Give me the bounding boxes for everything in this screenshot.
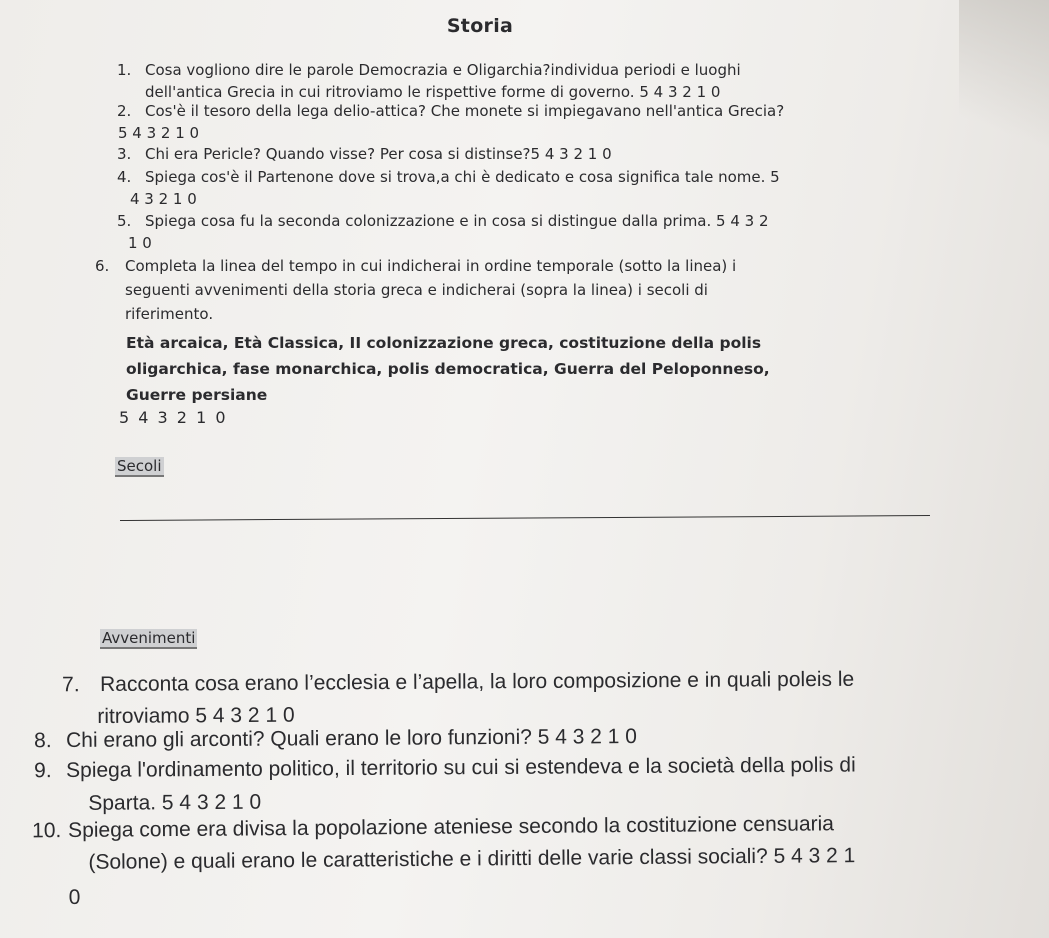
question-number: 9. bbox=[34, 759, 52, 783]
question-text-line: Sparta. 5 4 3 2 1 0 bbox=[88, 790, 262, 815]
question-text-line: Spiega l'ordinamento politico, il territorio su cui si estendeva e la società della polis di bbox=[66, 753, 856, 782]
question-number: 7. bbox=[62, 673, 80, 697]
question-2 bbox=[117, 100, 785, 144]
question-text-line: Chi era Pericle? Quando visse? Per cosa si distinse?5 4 3 2 1 0 bbox=[145, 145, 612, 163]
timeline-line bbox=[120, 515, 930, 521]
question-text-line: Chi erano gli arconti? Quali erano le loro funzioni? 5 4 3 2 1 0 bbox=[66, 725, 638, 752]
question-number: 4. bbox=[117, 168, 132, 186]
question-4 bbox=[117, 166, 780, 210]
question-number: 8. bbox=[34, 729, 52, 753]
question-8 bbox=[34, 722, 638, 755]
question-number: 5. bbox=[117, 212, 132, 230]
question-number: 1. bbox=[117, 61, 132, 79]
events-list bbox=[126, 330, 770, 408]
question-number: 6. bbox=[95, 257, 110, 275]
events-list-line: Età arcaica, Età Classica, II colonizzazione greca, costituzione della polis bbox=[126, 334, 762, 352]
question-score-line: 1 0 bbox=[128, 234, 152, 252]
question-3 bbox=[117, 143, 612, 165]
question-10 bbox=[32, 809, 856, 912]
avvenimenti-label: Avvenimenti bbox=[102, 629, 196, 647]
question-text-line: Completa la linea del tempo in cui indicherai in ordine temporale (sotto la linea) i bbox=[125, 257, 737, 275]
question-text-line: Spiega cos'è il Partenone dove si trova,a chi è dedicato e cosa significa tale nome. 5 bbox=[145, 168, 780, 186]
question-7 bbox=[62, 665, 855, 731]
events-list-line: oligarchica, fase monarchica, polis democratica, Guerra del Peloponneso, bbox=[126, 360, 770, 378]
page-title: Storia bbox=[446, 15, 514, 37]
question-6-score: 5 4 3 2 1 0 bbox=[119, 408, 228, 427]
secoli-label: Secoli bbox=[117, 457, 162, 475]
question-text-line: riferimento. bbox=[125, 305, 214, 323]
events-list-line: Guerre persiane bbox=[126, 386, 268, 404]
question-text-line: dell'antica Grecia in cui ritroviamo le rispettive forme di governo. 5 4 3 2 1 0 bbox=[145, 83, 721, 101]
question-text-line: Spiega come era divisa la popolazione ateniese secondo la costituzione censuaria bbox=[68, 812, 835, 842]
question-text-line: ritroviamo 5 4 3 2 1 0 bbox=[97, 703, 295, 729]
question-score-line: 4 3 2 1 0 bbox=[130, 190, 197, 208]
question-number: 10. bbox=[32, 819, 62, 843]
question-9 bbox=[34, 750, 856, 818]
question-text-line: Cos'è il tesoro della lega delio-attica? Che monete si impiegavano nell'antica Grecia? bbox=[145, 102, 785, 120]
question-text-line: 0 bbox=[68, 885, 81, 909]
question-5 bbox=[117, 210, 769, 254]
question-text-line: (Solone) e quali erano le caratteristiche e i diritti delle varie classi sociali? 5 4 3 2 1 bbox=[88, 844, 856, 874]
question-number: 3. bbox=[117, 145, 132, 163]
question-text-line: seguenti avvenimenti della storia greca e indicherai (sopra la linea) i secoli di bbox=[125, 281, 708, 299]
question-text-line: Racconta cosa erano l’ecclesia e l’apella, la loro composizione e in quali poleis le bbox=[100, 667, 855, 697]
question-text-line: Cosa vogliono dire le parole Democrazia e Oligarchia?individua periodi e luoghi bbox=[145, 61, 741, 79]
question-1 bbox=[117, 59, 741, 103]
question-number: 2. bbox=[117, 102, 132, 120]
question-6 bbox=[95, 254, 737, 326]
question-score-line: 5 4 3 2 1 0 bbox=[118, 124, 200, 142]
question-text-line: Spiega cosa fu la seconda colonizzazione e in cosa si distingue dalla prima. 5 4 3 2 bbox=[145, 212, 769, 230]
paper-shadow bbox=[959, 0, 1049, 180]
